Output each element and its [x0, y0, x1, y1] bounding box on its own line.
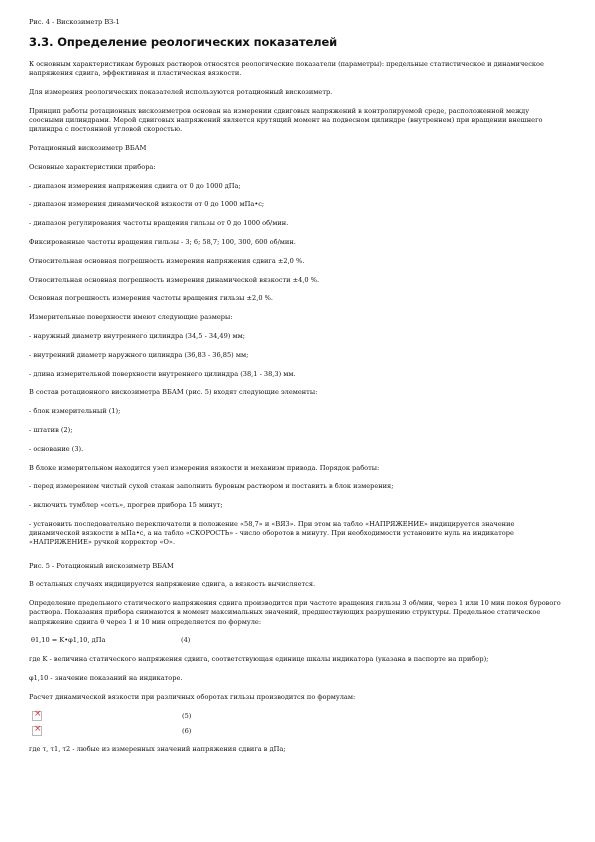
list-item: - диапазон регулирования частоты вращения гильзы от 0 до 1000 об/мин.: [29, 219, 289, 228]
paragraph-10: Относительная основная погрешность измерения напряжения сдвига ±2,0 %.: [29, 256, 305, 265]
paragraph-26: Определение предельного статического напряжения сдвига производится при частоте вращения гильзы 3 об/мин, через 1 или 10 мин покоя бурового раствора. Показания прибора снимаются в момент максимальных значений, предшествующих разрушению структуры. Предельное статическое напряжение сдвига θ через 1 и 10 мин определяется по формуле:: [29, 599, 561, 626]
paragraph-21: В блоке измерительном находится узел измерения вязкости и механизм привода. Порядок работы:: [29, 463, 380, 472]
formula-6: [29, 726, 565, 736]
paragraph-11: Относительная основная погрешность измерения динамической вязкости ±4,0 %.: [29, 275, 320, 284]
paragraph-28: φ1,10 - значение показаний на индикаторе.: [29, 673, 183, 682]
list-item: - штатив (2);: [29, 425, 73, 434]
list-item: - основание (3).: [29, 444, 84, 453]
paragraph-2: Для измерения реологических показателей используются ротационный вискозиметр.: [29, 88, 333, 96]
formula-5-number: (5): [182, 712, 192, 721]
list-item: - длина измерительной поверхности внутреннего цилиндра (38,1 - 38,3) мм.: [29, 369, 296, 378]
paragraph-25: В остальных случаях индицируется напряжение сдвига, а вязкость вычисляется.: [29, 580, 316, 589]
paragraph-5: Основные характеристики прибора:: [29, 162, 156, 171]
paragraph-27: где K - величина статического напряжения сдвига, соответствующая единице шкалы индикатора (указана в паспорте на прибор);: [29, 654, 489, 663]
paragraph-1: К основным характеристикам буровых растворов относятся реологические показатели (параметры): предельные статистическое и динамическое напряжения сдвига, эффективная и пластическая вязкости.: [29, 60, 544, 78]
formula-4-expression: θ1,10 = K•φ1,10, дПа: [31, 636, 106, 645]
figure-4-caption: Рис. 4 - Вискозиметр ВЗ-1: [29, 18, 120, 26]
section-title: 3.3. Определение реологических показателей: [29, 35, 338, 49]
paragraph-12: Основная погрешность измерения частоты вращения гильзы ±2,0 %.: [29, 294, 273, 303]
list-item: - диапазон измерения напряжения сдвига от 0 до 1000 дПа;: [29, 181, 241, 190]
list-item: - установить последовательно переключатели в положение «58,7» и «ВЯЗ». При этом на табло «НАПРЯЖЕНИЕ» индицируется значение динамической вязкости в мПа•с, а на табло «СКОРОСТЬ» - число оборотов в минуту. При необходимости установите нуль на индикаторе «НАПРЯЖЕНИЕ» ручкой корректор «О».: [29, 519, 515, 547]
list-item: - перед измерением чистый сухой стакан заполнить буровым раствором и поставить в блок измерения;: [29, 482, 394, 491]
list-item: - наружный диаметр внутреннего цилиндра (34,5 - 34,49) мм;: [29, 331, 245, 340]
broken-image-icon: [32, 726, 42, 736]
paragraph-29: Расчет динамической вязкости при различных оборотах гильзы производится по формулам:: [29, 692, 356, 701]
paragraph-13: Измерительные поверхности имеют следующие размеры:: [29, 313, 233, 322]
list-item: - блок измерительный (1);: [29, 407, 121, 416]
paragraph-17: В состав ротационного вискозиметра ВБАМ (рис. 5) входят следующие элементы:: [29, 388, 318, 397]
formula-4: [29, 636, 565, 645]
broken-image-icon: [32, 711, 42, 721]
list-item: - включить тумблер «сеть», прогрев прибора 15 минут;: [29, 501, 223, 510]
formula-4-number: (4): [181, 636, 191, 645]
formula-6-number: (6): [182, 727, 192, 736]
paragraph-9: Фиксированные частоты вращения гильзы - 3; 6; 58,7; 100, 300, 600 об/мин.: [29, 237, 296, 246]
paragraph-30: где τ, τ1, τ2 - любые из измеренных значений напряжения сдвига в дПа;: [29, 745, 286, 754]
formula-5: [29, 711, 565, 721]
paragraph-4: Ротационный вискозиметр ВБАМ: [29, 144, 147, 152]
list-item: - внутренний диаметр наружного цилиндра (36,83 - 36,85) мм;: [29, 350, 249, 359]
list-item: - диапазон измерения динамической вязкости от 0 до 1000 мПа•с;: [29, 200, 265, 209]
paragraph-3: Принцип работы ротационных вискозиметров основан на измерении сдвиговых напряжений в контролируемой среде, расположенной между соосными цилиндрами. Мерой сдвиговых напряжений является крутящий момент на подвесном цилиндре (внутреннем) при вращении внешнего цилиндра с постоянной угловой скоростью.: [29, 106, 543, 134]
figure-5-caption: Рис. 5 - Ротационный вискозиметр ВБАМ: [29, 561, 174, 570]
